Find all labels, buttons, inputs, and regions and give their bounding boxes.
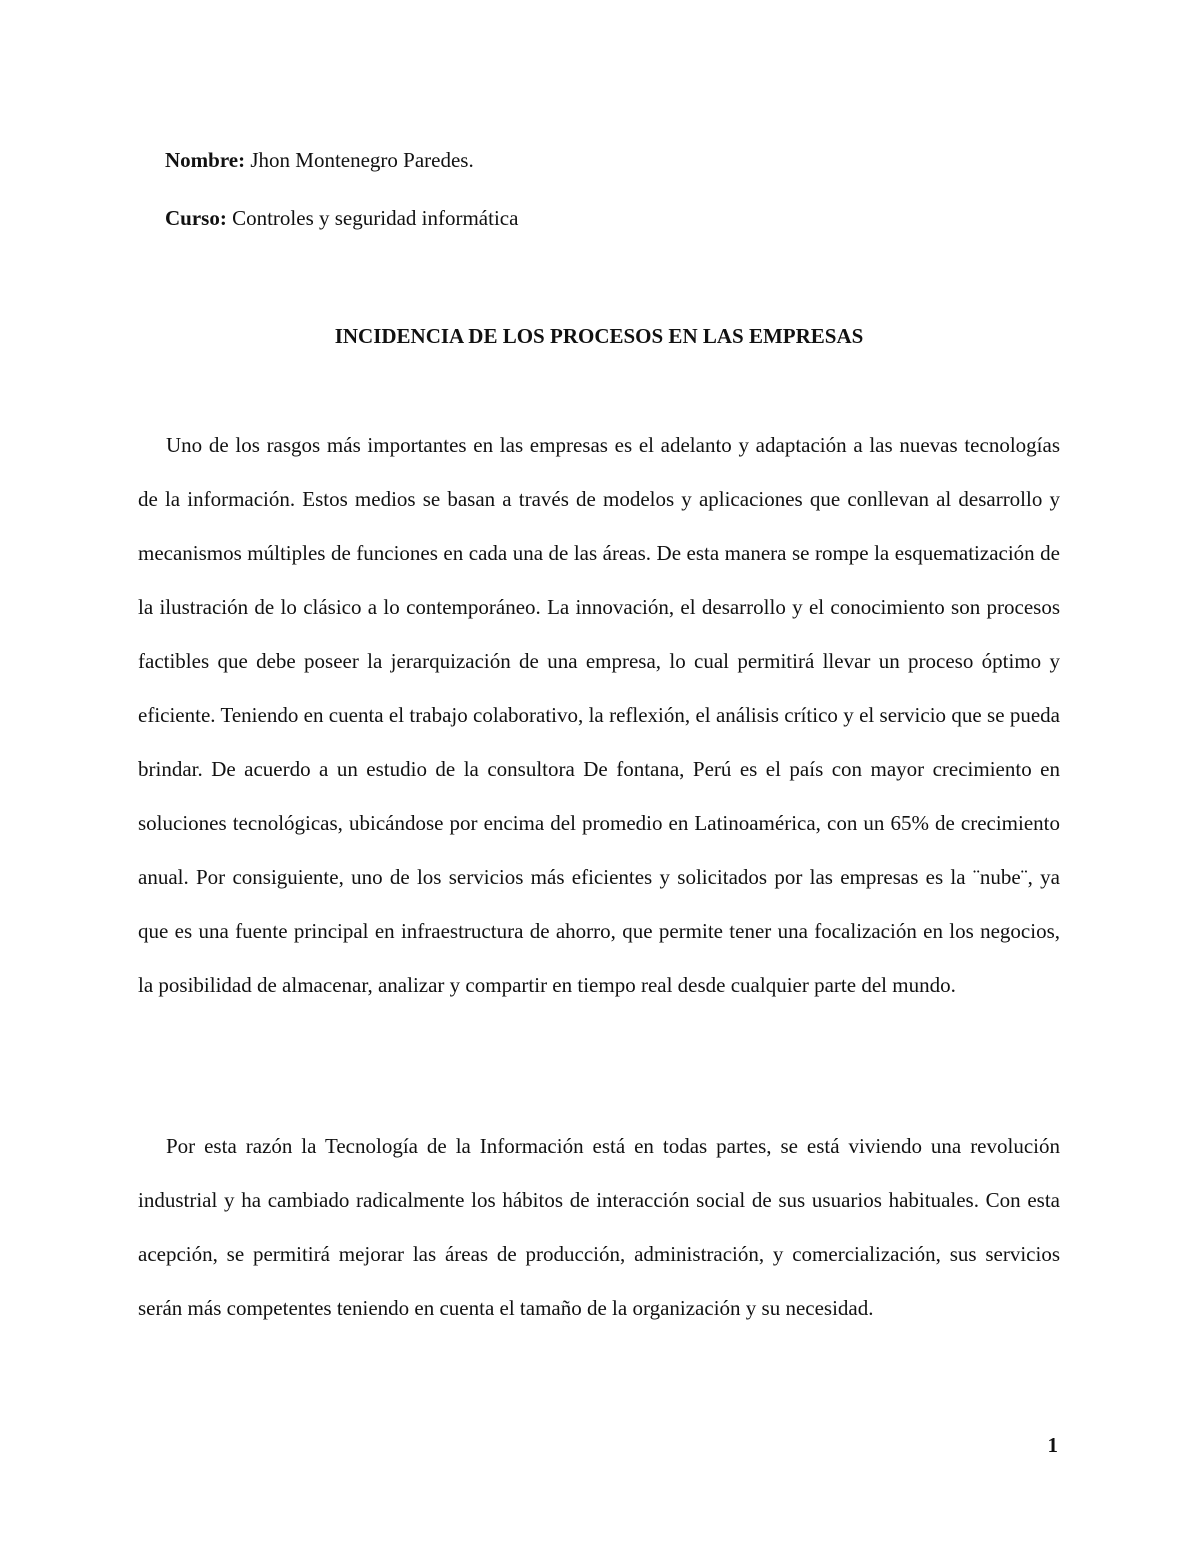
course-label: Curso: [165, 206, 227, 230]
course-value: Controles y seguridad informática [226, 206, 519, 230]
page-number: 1 [1047, 1433, 1058, 1457]
body-paragraph: Uno de los rasgos más importantes en las empresas es el adelanto y adaptación a las nuevas tecnologías de la información. Estos medios se basan a través de modelos y aplicaciones que conllevan al desarrollo y mecanismos múltiples de funciones en cada una de las áreas. De esta manera se rompe la esquematización de la ilustración de lo clásico a lo contemporáneo. La innovación, el desarrollo y el conocimiento son procesos factibles que debe poseer la jerarquización de una empresa, lo cual permitirá llevar un proceso óptimo y eficiente. Teniendo en cuenta el trabajo colaborativo, la reflexión, el análisis crítico y el servicio que se pueda brindar. De acuerdo a un estudio de la consultora De fontana, Perú es el país con mayor crecimiento en soluciones tecnológicas, ubicándose por encima del promedio en Latinoamérica, con un 65% de crecimiento anual. Por consiguiente, uno de los servicios más eficientes y solicitados por las empresas es la ¨nube¨, ya que es una fuente principal en infraestructura de ahorro, que permite tener una focalización en los negocios, la posibilidad de almacenar, analizar y compartir en tiempo real desde cualquier parte del mundo. [138, 433, 1060, 997]
course-line [165, 206, 518, 230]
name-value: Jhon Montenegro Paredes. [245, 148, 474, 172]
name-label: Nombre: [165, 148, 246, 172]
body-paragraph: Por esta razón la Tecnología de la Información está en todas partes, se está viviendo una revolución industrial y ha cambiado radicalmente los hábitos de interacción social de sus usuarios habituales. Con esta acepción, se permitirá mejorar las áreas de producción, administración, y comercialización, sus servicios serán más competentes teniendo en cuenta el tamaño de la organización y su necesidad. [138, 1134, 1060, 1320]
student-name-line [165, 148, 474, 172]
document-title: INCIDENCIA DE LOS PROCESOS EN LAS EMPRESAS [334, 324, 864, 348]
